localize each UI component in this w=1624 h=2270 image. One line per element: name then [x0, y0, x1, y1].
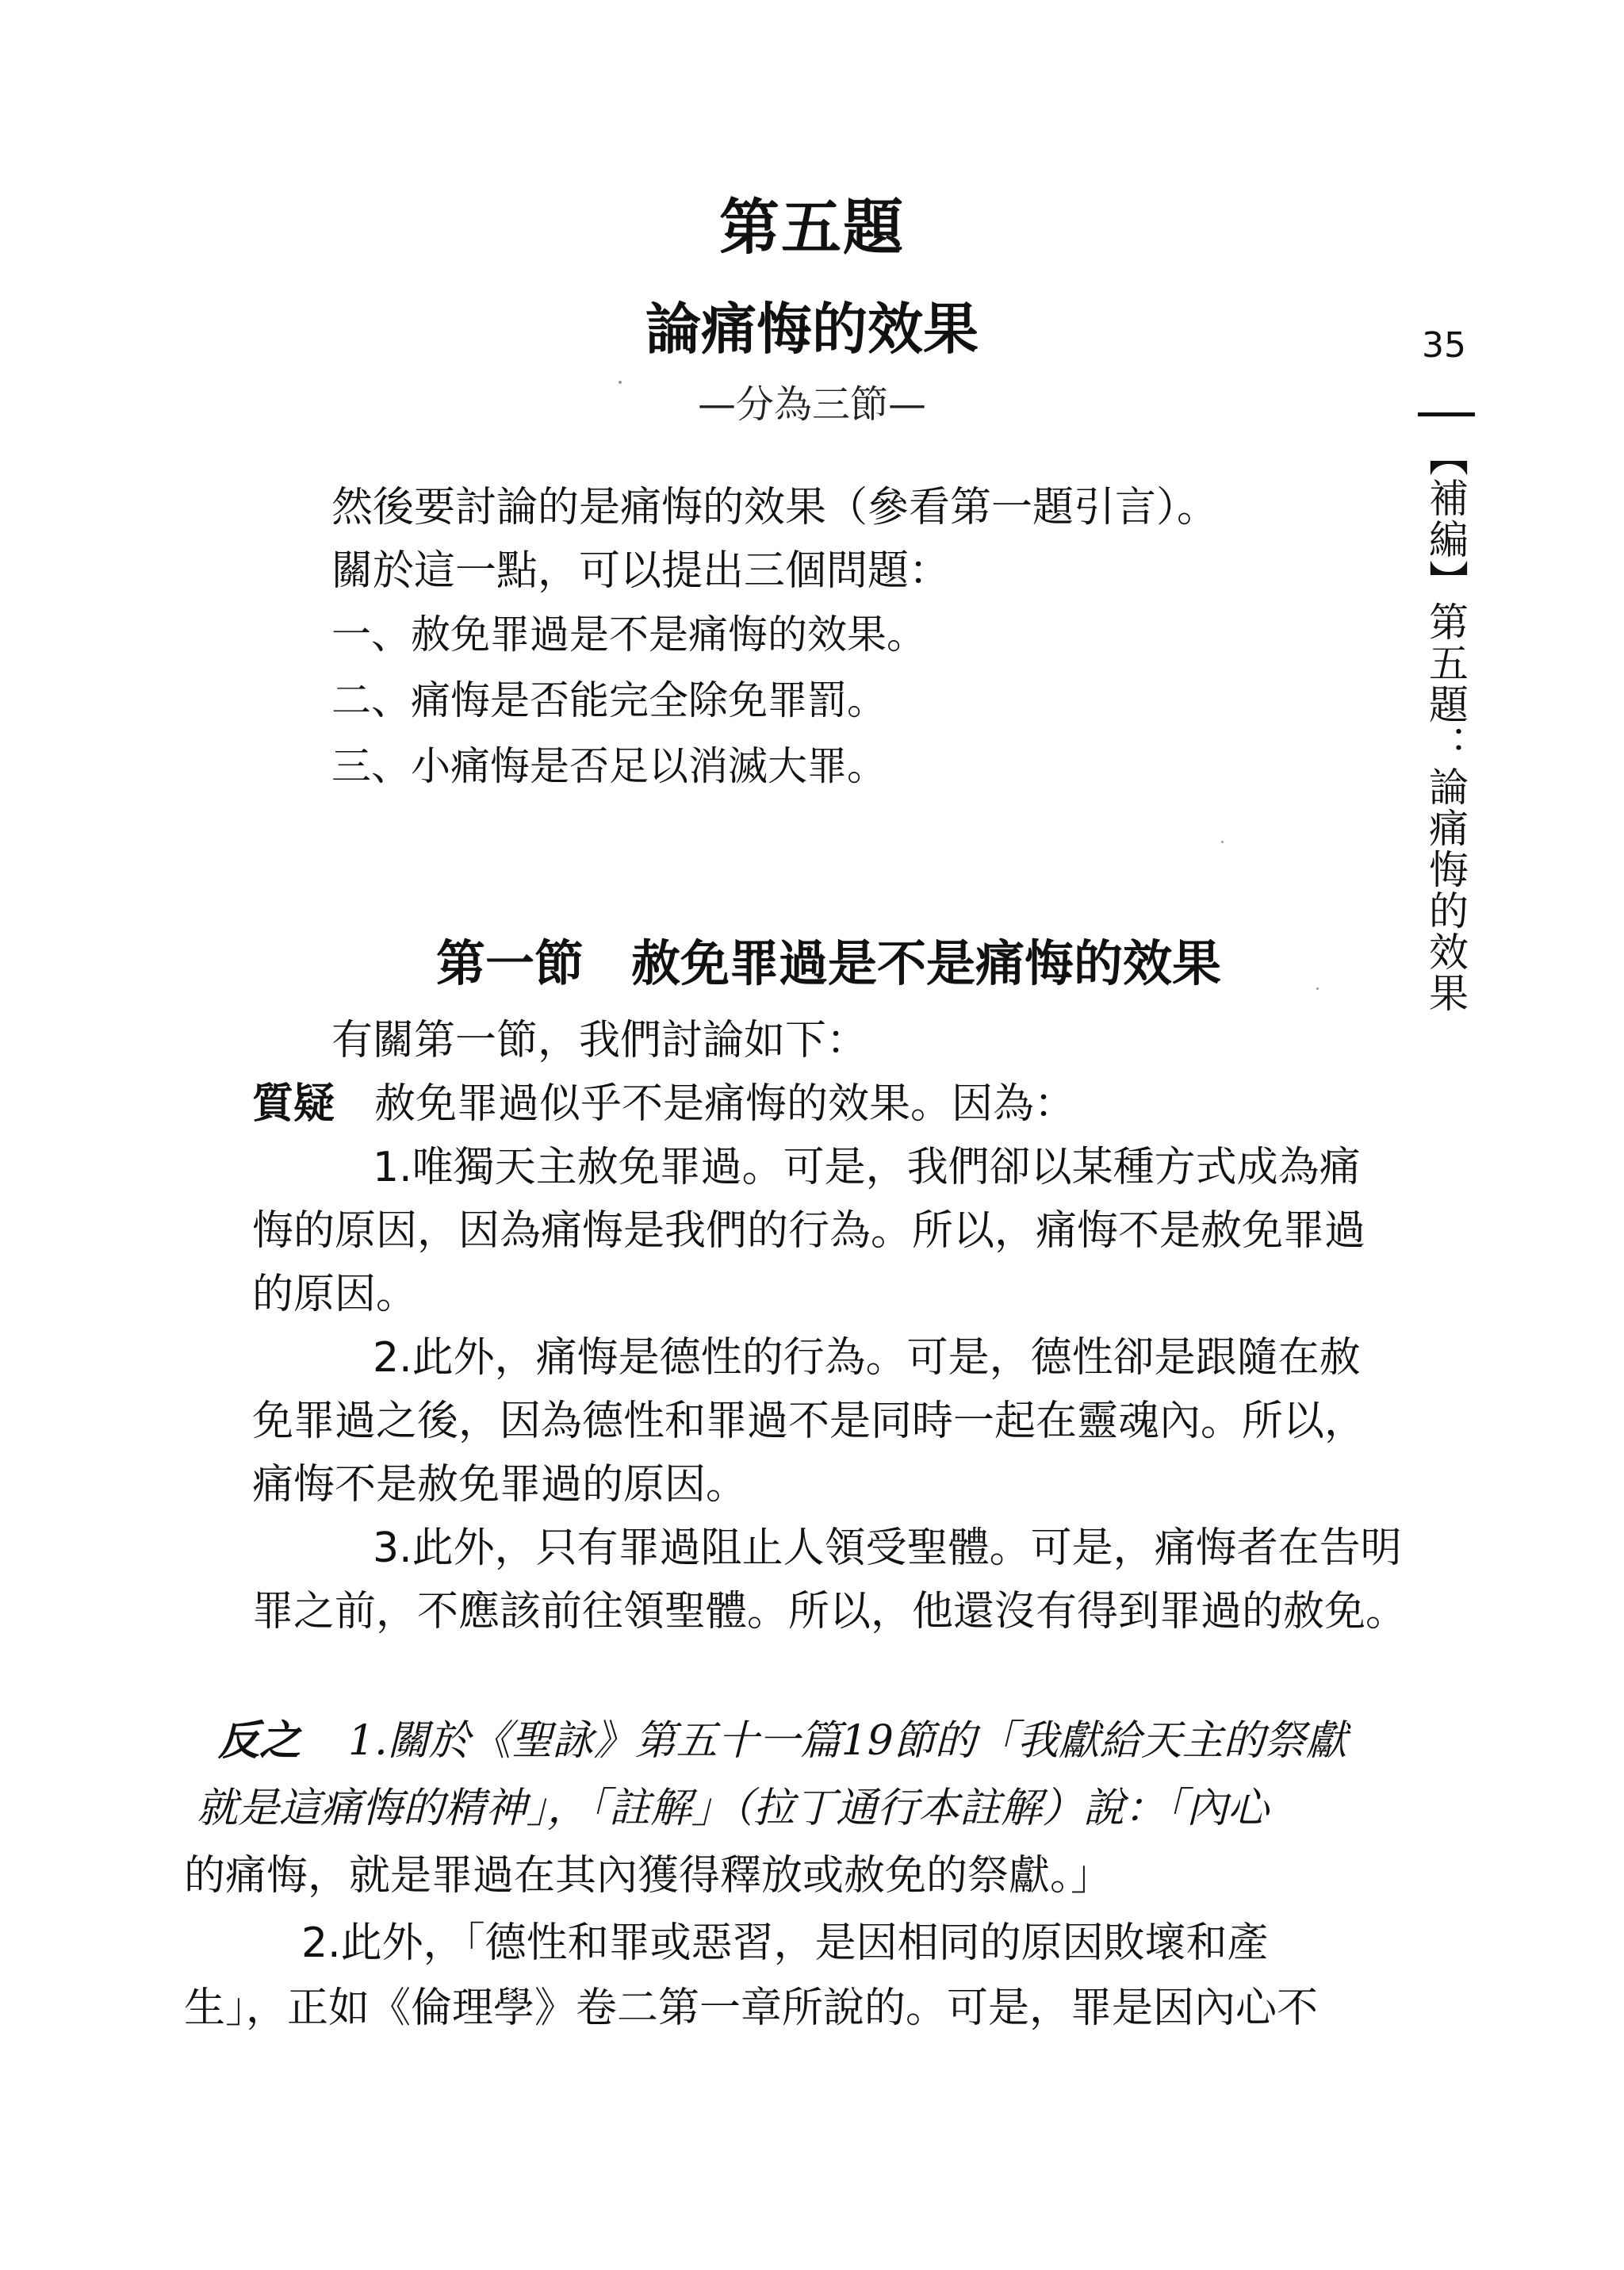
contra-2-line-2: 生」，正如《倫理學》卷二第一章所說的。可是，罪是因內心不 [184, 1984, 1319, 2032]
question-2: 二、痛悔是否能完全除免罪罰。 [331, 677, 887, 723]
section-title: 赦免罪過是不是痛悔的效果 [631, 934, 1222, 992]
objection-2-line-3: 痛悔不是赦免罪過的原因。 [252, 1461, 748, 1509]
contra-1-line-1 [218, 1709, 1347, 1773]
contra-label: 反之 [218, 1716, 301, 1765]
objection-2-line-1: 2.此外，痛悔是德性的行為。可是，德性卻是跟隨在赦 [373, 1334, 1361, 1382]
scan-speck [1316, 987, 1319, 990]
objection-1-line-3: 的原因。 [252, 1271, 418, 1318]
contra-1-text: 1.關於《聖詠》第五十一篇19節的「我獻給天主的祭獻 [348, 1717, 1347, 1765]
objection-paragraph [252, 1072, 1075, 1136]
objection-label: 質疑 [252, 1080, 335, 1128]
section-opening: 有關第一節，我們討論如下： [331, 1017, 868, 1064]
objection-text: 赦免罪過似乎不是痛悔的效果。因為： [374, 1080, 1076, 1128]
intro-line-1: 然後要討論的是痛悔的效果（參看第一題引言）。 [331, 484, 1219, 531]
section-number: 第一節 [436, 934, 584, 992]
chapter-title: 第五題 [719, 192, 905, 263]
objection-2-line-2: 免罪過之後，因為德性和罪過不是同時一起在靈魂內。所以， [252, 1398, 1366, 1445]
question-3: 三、小痛悔是否足以消滅大罪。 [331, 743, 887, 789]
scan-speck [619, 381, 622, 384]
objection-1-line-1: 1.唯獨天主赦免罪過。可是，我們卻以某種方式成為痛 [373, 1144, 1361, 1191]
subtitle: —分為三節— [697, 382, 926, 427]
question-1: 一、赦免罪過是不是痛悔的效果。 [331, 612, 926, 658]
objection-3-line-2: 罪之前，不應該前往領聖體。所以，他還沒有得到罪過的赦免。 [252, 1588, 1408, 1635]
objection-3-line-1: 3.此外，只有罪過阻止人領受聖體。可是，痛悔者在告明 [373, 1524, 1402, 1572]
contra-1-line-3: 的痛悔，就是罪過在其內獲得釋放或赦免的祭獻。」 [184, 1852, 1113, 1900]
running-head: 【補編】第五題：論痛悔的效果 [1423, 436, 1469, 1014]
main-title: 論痛悔的效果 [645, 297, 979, 362]
contra-2-line-1: 2.此外，「德性和罪或惡習，是因相同的原因敗壞和產 [301, 1919, 1269, 1967]
intro-line-2: 關於這一點，可以提出三個問題： [331, 547, 951, 595]
section-heading [436, 924, 1221, 1003]
objection-1-line-2: 悔的原因，因為痛悔是我們的行為。所以，痛悔不是赦免罪過 [252, 1207, 1366, 1255]
page-number: 35 [1422, 325, 1466, 366]
contra-1-line-2: 就是這痛悔的精神」，「註解」（拉丁通行本註解）說：「內心 [197, 1785, 1270, 1832]
scan-speck [1221, 841, 1224, 843]
